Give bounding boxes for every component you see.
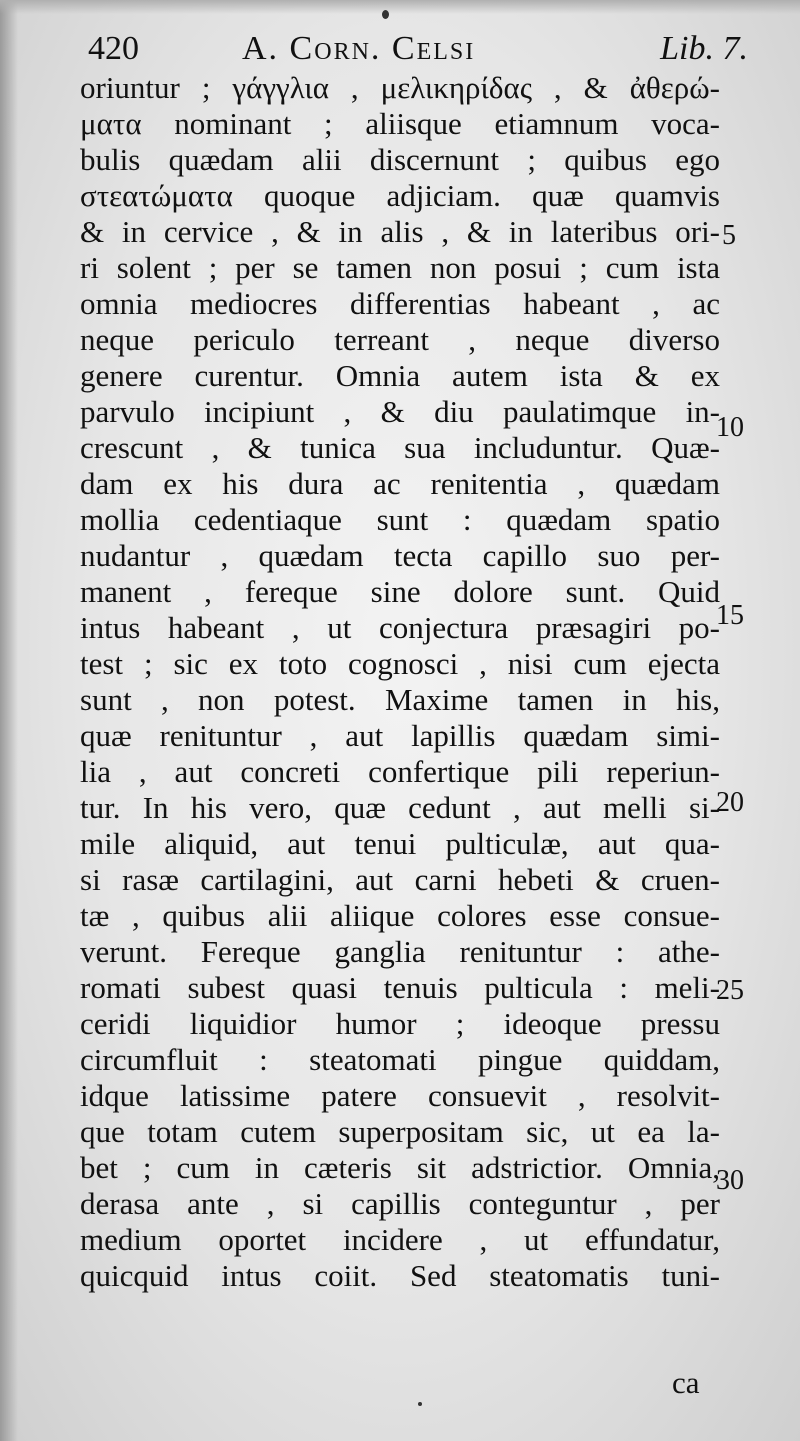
running-header [88,24,748,74]
margin-line-number: 15 [716,600,744,631]
text-line: derasa ante , si capillis conteguntur , per [80,1186,720,1221]
text-line: mollia cedentiaque sunt : quædam spatio [80,502,720,537]
text-line: lia , aut concreti confertique pili reperiun- [80,754,720,789]
text-line: quæ renituntur , aut lapillis quædam simi- [80,718,720,753]
text-block [80,70,720,1294]
page-shadow-top [0,0,800,14]
text-line: crescunt , & tunica sua includuntur. Quæ- [80,430,720,465]
text-line: bulis quædam alii discernunt ; quibus ego [80,142,720,177]
text-line: intus habeant , ut conjectura præsagiri po- [80,610,720,645]
text-line: quicquid intus coiit. Sed steatomatis tuni- [80,1258,720,1293]
text-line: si rasæ cartilagini, aut carni hebeti & cruen- [80,862,720,897]
text-line: medium oportet incidere , ut effundatur, [80,1222,720,1257]
margin-line-number: 20 [716,787,744,818]
text-line: genere curentur. Omnia autem ista & ex [80,358,720,393]
text-line: oriuntur ; γάγγλια , μελικηρίδας , & ἀθερώ- [80,70,720,105]
ink-speck [418,1402,422,1406]
text-line: idque latissime patere consuevit , resolvit- [80,1078,720,1113]
catchword: ca [672,1365,700,1400]
text-line: dam ex his dura ac renitentia , quædam [80,466,720,501]
text-line: verunt. Fereque ganglia renituntur : athe- [80,934,720,969]
margin-line-number: 30 [716,1165,744,1196]
text-line: romati subest quasi tenuis pulticula : meli- [80,970,720,1005]
text-line: & in cervice , & in alis , & in lateribus ori- [80,214,720,249]
text-line: στεατώματα quoque adjiciam. quæ quamvis [80,178,720,213]
page-shadow-left [0,0,18,1441]
text-line: ceridi liquidior humor ; ideoque pressu [80,1006,720,1041]
text-line: circumfluit : steatomati pingue quiddam, [80,1042,720,1077]
book-reference: Lib. 7. [660,30,748,67]
margin-line-number: 5 [722,220,736,251]
margin-line-number: 25 [716,975,744,1006]
text-line: ματα nominant ; aliisque etiamnum voca- [80,106,720,141]
text-line: tæ , quibus alii aliique colores esse consue- [80,898,720,933]
text-line: tur. In his vero, quæ cedunt , aut melli si- [80,790,720,825]
text-line: que totam cutem superpositam sic, ut ea la- [80,1114,720,1149]
text-line: neque periculo terreant , neque diverso [80,322,720,357]
page-number: 420 [88,30,139,67]
text-line: bet ; cum in cæteris sit adstrictior. Omnia, [80,1150,720,1185]
text-line: omnia mediocres differentias habeant , ac [80,286,720,321]
text-line: mile aliquid, aut tenui pulticulæ, aut qua- [80,826,720,861]
text-line: sunt , non potest. Maxime tamen in his, [80,682,720,717]
text-line: nudantur , quædam tecta capillo suo per- [80,538,720,573]
text-line: ri solent ; per se tamen non posui ; cum ista [80,250,720,285]
text-line: parvulo incipiunt , & diu paulatimque in- [80,394,720,429]
text-line: manent , fereque sine dolore sunt. Quid [80,574,720,609]
margin-line-numbers [716,70,786,1370]
text-line: test ; sic ex toto cognosci , nisi cum ejecta [80,646,720,681]
running-head-title: A. Corn. Celsi [242,30,476,67]
ink-speck [382,10,389,19]
margin-line-number: 10 [716,412,744,443]
